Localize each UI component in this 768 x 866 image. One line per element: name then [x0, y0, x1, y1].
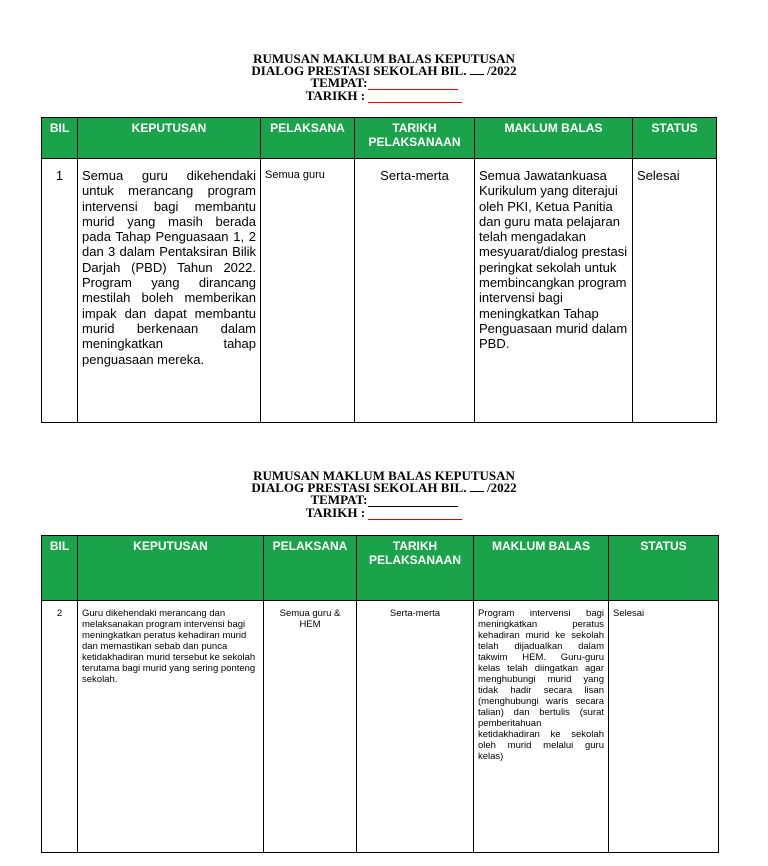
cell-keputusan: Guru dikehendaki merancang dan melaksanakan program intervensi bagi meningkatkan peratus kehadiran murid dan memastikan sebab dan punca ketidakhadiran murid tersebut ke sekolah terutama bagi murid yang sering ponteng sekolah.: [78, 601, 264, 853]
document-header-1: [0, 53, 768, 103]
header-tarikh-line: [0, 507, 768, 520]
cell-keputusan: Semua guru dikehendaki untuk merancang program intervensi bagi membantu murid yang masih berada pada Tahap Penguasaan 1, 2 dan 3 dalam Pentaksiran Bilik Darjah (PBD) Tahun 2022. Program yang dirancang mestilah boleh memberikan impak dan dapat membantu murid berkenaan dalam meningkatkan tahap penguasaan mereka.: [78, 159, 261, 423]
tarikh-blank: [368, 507, 462, 520]
tarikh-blank: [368, 90, 462, 103]
header-dialog-line: [0, 65, 768, 77]
tarikh-label: TARIKH :: [305, 505, 366, 520]
cell-status: Selesai: [609, 601, 719, 853]
bil-blank: [470, 74, 484, 75]
column-header-maklum-balas: MAKLUM BALAS: [474, 536, 609, 601]
decision-table-1: [41, 117, 717, 423]
cell-pelaksana: Semua guru: [261, 159, 355, 423]
header-title: RUMUSAN MAKLUM BALAS KEPUTUSAN: [253, 468, 515, 483]
cell-tarikh-pelaksanaan: Serta-merta: [355, 159, 475, 423]
decision-table-2: [41, 535, 719, 853]
tempat-blank: [368, 494, 458, 507]
header-tarikh-line: [0, 90, 768, 103]
tempat-label: TEMPAT:: [310, 492, 368, 507]
document-header-2: [0, 470, 768, 520]
header-dialog-suffix: /2022: [483, 63, 517, 78]
cell-tarikh-pelaksanaan: Serta-merta: [357, 601, 474, 853]
column-header-tarikh-pelaksanaan: TARIKH PELAKSANAAN: [355, 118, 475, 159]
table-row: [42, 601, 719, 853]
cell-pelaksana: Semua guru & HEM: [264, 601, 357, 853]
header-tempat-line: [0, 494, 768, 507]
column-header-maklum-balas: MAKLUM BALAS: [475, 118, 633, 159]
tarikh-label: TARIKH :: [305, 88, 366, 103]
column-header-status: STATUS: [633, 118, 717, 159]
header-dialog-line: [0, 482, 768, 494]
cell-bil: 2: [42, 601, 78, 853]
column-header-bil: BIL: [42, 118, 78, 159]
column-header-pelaksana: PELAKSANA: [264, 536, 357, 601]
header-tempat-line: [0, 77, 768, 90]
cell-maklum-balas: Semua Jawatankuasa Kurikulum yang diterajui oleh PKI, Ketua Panitia dan guru mata pelajaran telah mengadakan mesyuarat/dialog prestasi peringkat sekolah untuk membincangkan program intervensi bagi meningkatkan Tahap Penguasaan murid dalam PBD.: [475, 159, 633, 423]
column-header-keputusan: KEPUTUSAN: [78, 118, 261, 159]
cell-maklum-balas: Program intervensi bagi meningkatkan peratus kehadiran murid ke sekolah telah dijadualkan dalam takwim HEM. Guru-guru kelas telah diingatkan agar menghubungi murid yang tidak hadir secara lisan (menghubungi waris secara talian) dan bertulis (surat pemberitahuan ketidakhadiran ke sekolah oleh murid melalui guru kelas): [474, 601, 609, 853]
cell-status: Selesai: [633, 159, 717, 423]
column-header-pelaksana: PELAKSANA: [261, 118, 355, 159]
tempat-blank: [368, 77, 458, 90]
header-dialog-prefix: DIALOG PRESTASI SEKOLAH BIL.: [251, 480, 470, 495]
table-header-row: [42, 536, 719, 601]
bil-blank: [470, 491, 484, 492]
table-row: [42, 159, 717, 423]
header-dialog-prefix: DIALOG PRESTASI SEKOLAH BIL.: [251, 63, 470, 78]
tempat-label: TEMPAT:: [310, 75, 368, 90]
header-dialog-suffix: /2022: [483, 480, 517, 495]
column-header-tarikh-pelaksanaan: TARIKH PELAKSANAAN: [357, 536, 474, 601]
table-header-row: [42, 118, 717, 159]
cell-bil: 1: [42, 159, 78, 423]
header-title: RUMUSAN MAKLUM BALAS KEPUTUSAN: [253, 51, 515, 66]
column-header-bil: BIL: [42, 536, 78, 601]
column-header-status: STATUS: [609, 536, 719, 601]
column-header-keputusan: KEPUTUSAN: [78, 536, 264, 601]
